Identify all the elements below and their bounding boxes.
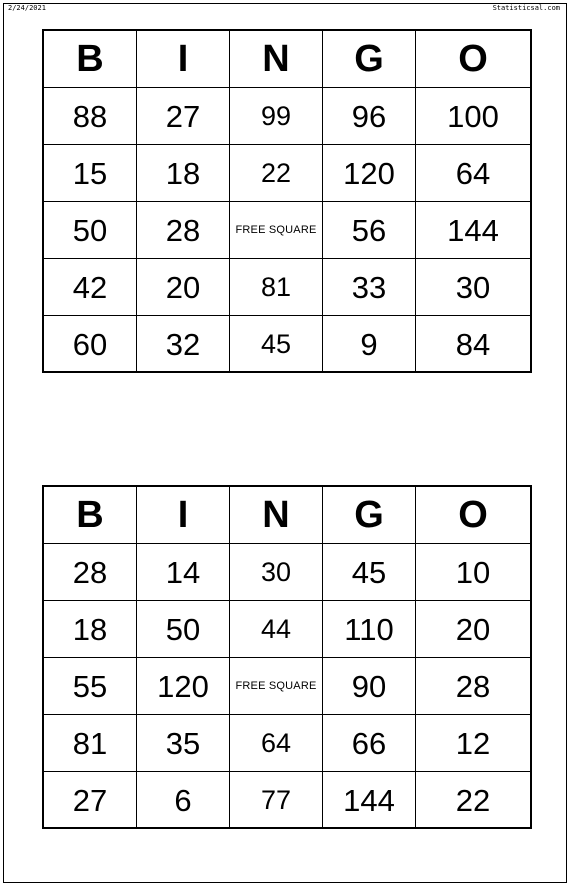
bingo-number-cell: 42 — [44, 259, 137, 316]
column-header-g: G — [323, 487, 416, 544]
bingo-number-cell: 144 — [416, 202, 530, 259]
bingo-number-cell: 27 — [44, 772, 137, 829]
bingo-number-cell: 20 — [416, 601, 530, 658]
bingo-number-cell: 15 — [44, 145, 137, 202]
bingo-number-cell: 110 — [323, 601, 416, 658]
bingo-number-cell: 30 — [416, 259, 530, 316]
bingo-number-cell: 64 — [416, 145, 530, 202]
bingo-number-cell: 81 — [230, 259, 323, 316]
column-header-b: B — [44, 31, 137, 88]
bingo-number-cell: 28 — [137, 202, 230, 259]
bingo-number-cell: 56 — [323, 202, 416, 259]
bingo-number-cell: 99 — [230, 88, 323, 145]
bingo-number-cell: 28 — [416, 658, 530, 715]
bingo-number-cell: 90 — [323, 658, 416, 715]
free-square-cell: FREE SQUARE — [230, 202, 323, 259]
bingo-number-cell: 45 — [323, 544, 416, 601]
bingo-number-cell: 100 — [416, 88, 530, 145]
column-header-i: I — [137, 31, 230, 88]
column-header-g: G — [323, 31, 416, 88]
bingo-number-cell: 18 — [137, 145, 230, 202]
column-header-i: I — [137, 487, 230, 544]
bingo-number-cell: 144 — [323, 772, 416, 829]
column-header-b: B — [44, 487, 137, 544]
bingo-number-cell: 81 — [44, 715, 137, 772]
bingo-number-cell: 50 — [44, 202, 137, 259]
bingo-number-cell: 14 — [137, 544, 230, 601]
bingo-number-cell: 66 — [323, 715, 416, 772]
bingo-number-cell: 88 — [44, 88, 137, 145]
print-date: 2/24/2021 — [8, 4, 46, 12]
bingo-number-cell: 84 — [455, 327, 491, 362]
site-name: Statisticsal.com — [492, 4, 560, 12]
bingo-number-cell: 60 — [44, 316, 137, 373]
bingo-number-cell: 96 — [323, 88, 416, 145]
bingo-number-cell: 9 — [323, 316, 416, 373]
bingo-number-cell: 120 — [323, 145, 416, 202]
free-square-cell: FREE SQUARE — [230, 658, 323, 715]
bingo-number-cell: 22 — [230, 145, 323, 202]
column-header-n: N — [230, 487, 323, 544]
bingo-number-cell: 12 — [416, 715, 530, 772]
bingo-number-cell: 50 — [137, 601, 230, 658]
bingo-number-cell: 10 — [416, 544, 530, 601]
bingo-card-1 — [42, 29, 532, 373]
bingo-number-cell: 27 — [137, 88, 230, 145]
column-header-o: O — [416, 31, 530, 88]
bingo-number-cell: 55 — [44, 658, 137, 715]
bingo-number-cell: 120 — [137, 658, 230, 715]
bingo-number-cell: 18 — [44, 601, 137, 658]
bingo-number-cell: 35 — [137, 715, 230, 772]
bingo-card-2 — [42, 485, 532, 829]
bingo-number-cell: 45 — [230, 316, 323, 373]
bingo-number-cell: 77 — [230, 772, 323, 829]
bingo-number-cell: 28 — [44, 544, 137, 601]
bingo-number-cell: 6 — [137, 772, 230, 829]
bingo-number-cell: 64 — [230, 715, 323, 772]
column-header-o: O — [416, 487, 530, 544]
bingo-number-cell: 44 — [230, 601, 323, 658]
bingo-number-cell: 20 — [137, 259, 230, 316]
bingo-number-cell: 30 — [230, 544, 323, 601]
bingo-number-cell: 33 — [323, 259, 416, 316]
bingo-number-cell: 32 — [137, 316, 230, 373]
bingo-number-cell: 22 — [455, 783, 491, 818]
column-header-n: N — [230, 31, 323, 88]
